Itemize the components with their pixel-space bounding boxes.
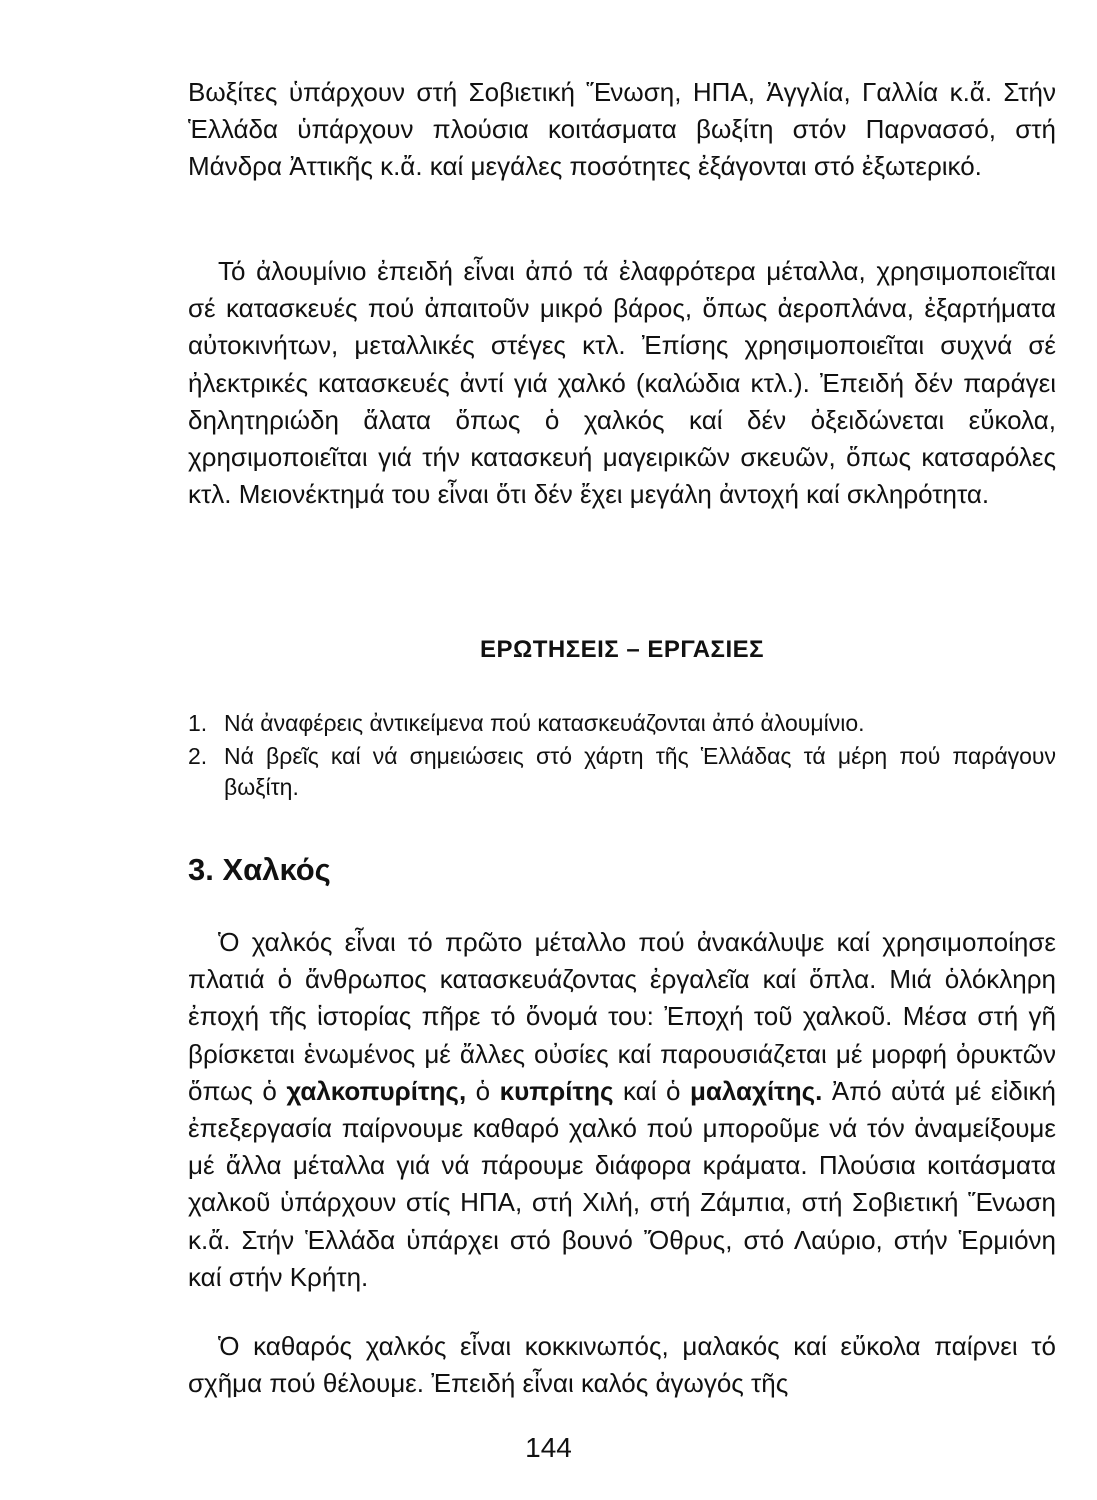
copper-text-part: Ὁ χαλκός εἶναι τό πρῶτο μέταλλο πού ἀνακάλυψε καί χρησιμοποίησε πλατιά ὁ ἄνθρωπος κατασκευάζοντας ἐργαλεῖα καί ὅπλα. Μιά ὁλόκληρη ἐποχή τῆς ἱστορίας πῆρε τό ὄνομά του: Ἐποχή τοῦ χαλκοῦ. Μέσα στή γῆ βρίσκεται ἑνωμένος μέ ἄλλες οὐσίες καί παρουσιάζεται μέ μορφή ὀρυκτῶν ὅπως ὁ — [188, 927, 1056, 1106]
question-number: 1. — [188, 710, 208, 736]
mineral-cuprite: κυπρίτης — [499, 1075, 614, 1106]
page-number: 144 — [525, 1432, 572, 1463]
question-item — [188, 741, 1056, 803]
question-text: Νά ἀναφέρεις ἀντικείμενα πού κατασκευάζονται ἀπό ἀλουμίνιο. — [224, 710, 865, 736]
mineral-malachite: μαλαχίτης. — [689, 1075, 823, 1106]
question-text: Νά βρεῖς καί νά σημειώσεις στό χάρτη τῆς Ἑλλάδας τά μέρη πού παράγουν βωξίτη. — [224, 743, 1056, 800]
question-number: 2. — [188, 743, 208, 769]
copper-text-part: καί ὁ — [623, 1075, 681, 1106]
paragraph-bauxite-deposits: Βωξίτες ὑπάρχουν στή Σοβιετική Ἕνωση, ΗΠΑ, Ἀγγλία, Γαλλία κ.ἄ. Στήν Ἑλλάδα ὑπάρχουν πλούσια κοιτάσματα βωξίτη στόν Παρνασσό, στή Μάνδρα Ἀττικῆς κ.ἄ. καί μεγάλες ποσότητες ἐξάγονται στό ἐξωτερικό. — [188, 77, 1056, 182]
questions-heading: ΕΡΩΤΗΣΕΙΣ – ΕΡΓΑΣΙΕΣ — [479, 636, 765, 663]
mineral-chalcopyrite: χαλκοπυρίτης, — [286, 1075, 467, 1106]
question-item — [188, 708, 1056, 739]
paragraph-pure-copper: Ὁ καθαρός χαλκός εἶναι κοκκινωπός, μαλακός καί εὔκολα παίρνει τό σχῆμα πού θέλουμε. Ἐπειδή εἶναι καλός ἀγωγός τῆς — [188, 1331, 1056, 1399]
chapter-heading-copper: 3. Χαλκός — [188, 852, 331, 887]
paragraph-aluminium-uses: Τό ἀλουμίνιο ἐπειδή εἶναι ἀπό τά ἐλαφρότερα μέταλλα, χρησιμοποιεῖται σέ κατασκευές πού ἀπαιτοῦν μικρό βάρος, ὅπως ἀεροπλάνα, ἐξαρτήματα αὐτοκινήτων, μεταλλικές στέγες κτλ. Ἐπίσης χρησιμοποιεῖται συχνά σέ ἠλεκτρικές κατασκευές ἀντί γιά χαλκό (καλώδια κτλ.). Ἐπειδή δέν παράγει δηλητηριώδη ἅλατα ὅπως ὁ χαλκός καί δέν ὀξειδώνεται εὔκολα, χρησιμοποιεῖται γιά τήν κατασκευή μαγειρικῶν σκευῶν, ὅπως κατσαρόλες κτλ. Μειονέκτημά του εἶναι ὅτι δέν ἔχει μεγάλη ἀντοχή καί σκληρότητα. — [188, 256, 1056, 510]
copper-text-part: Ἀπό αὐτά μέ εἰδική ἐπεξεργασία παίρνουμε καθαρό χαλκό πού μποροῦμε νά τόν ἀναμείξουμε μέ ἄλλα μέταλλα γιά νά πάρουμε διάφορα κράματα. Πλούσια κοιτάσματα χαλκοῦ ὑπάρχουν στίς ΗΠΑ, στή Χιλή, στή Ζάμπια, στή Σοβιετική Ἕνωση κ.ἄ. Στήν Ἑλλάδα ὑπάρχει στό βουνό Ὄθρυς, στό Λαύριο, στήν Ἑρμιόνη καί στήν Κρήτη. — [188, 1075, 1056, 1292]
copper-text-part: ὁ — [475, 1075, 491, 1106]
questions-list — [188, 708, 1056, 805]
paragraph-copper-intro — [188, 924, 1056, 1296]
